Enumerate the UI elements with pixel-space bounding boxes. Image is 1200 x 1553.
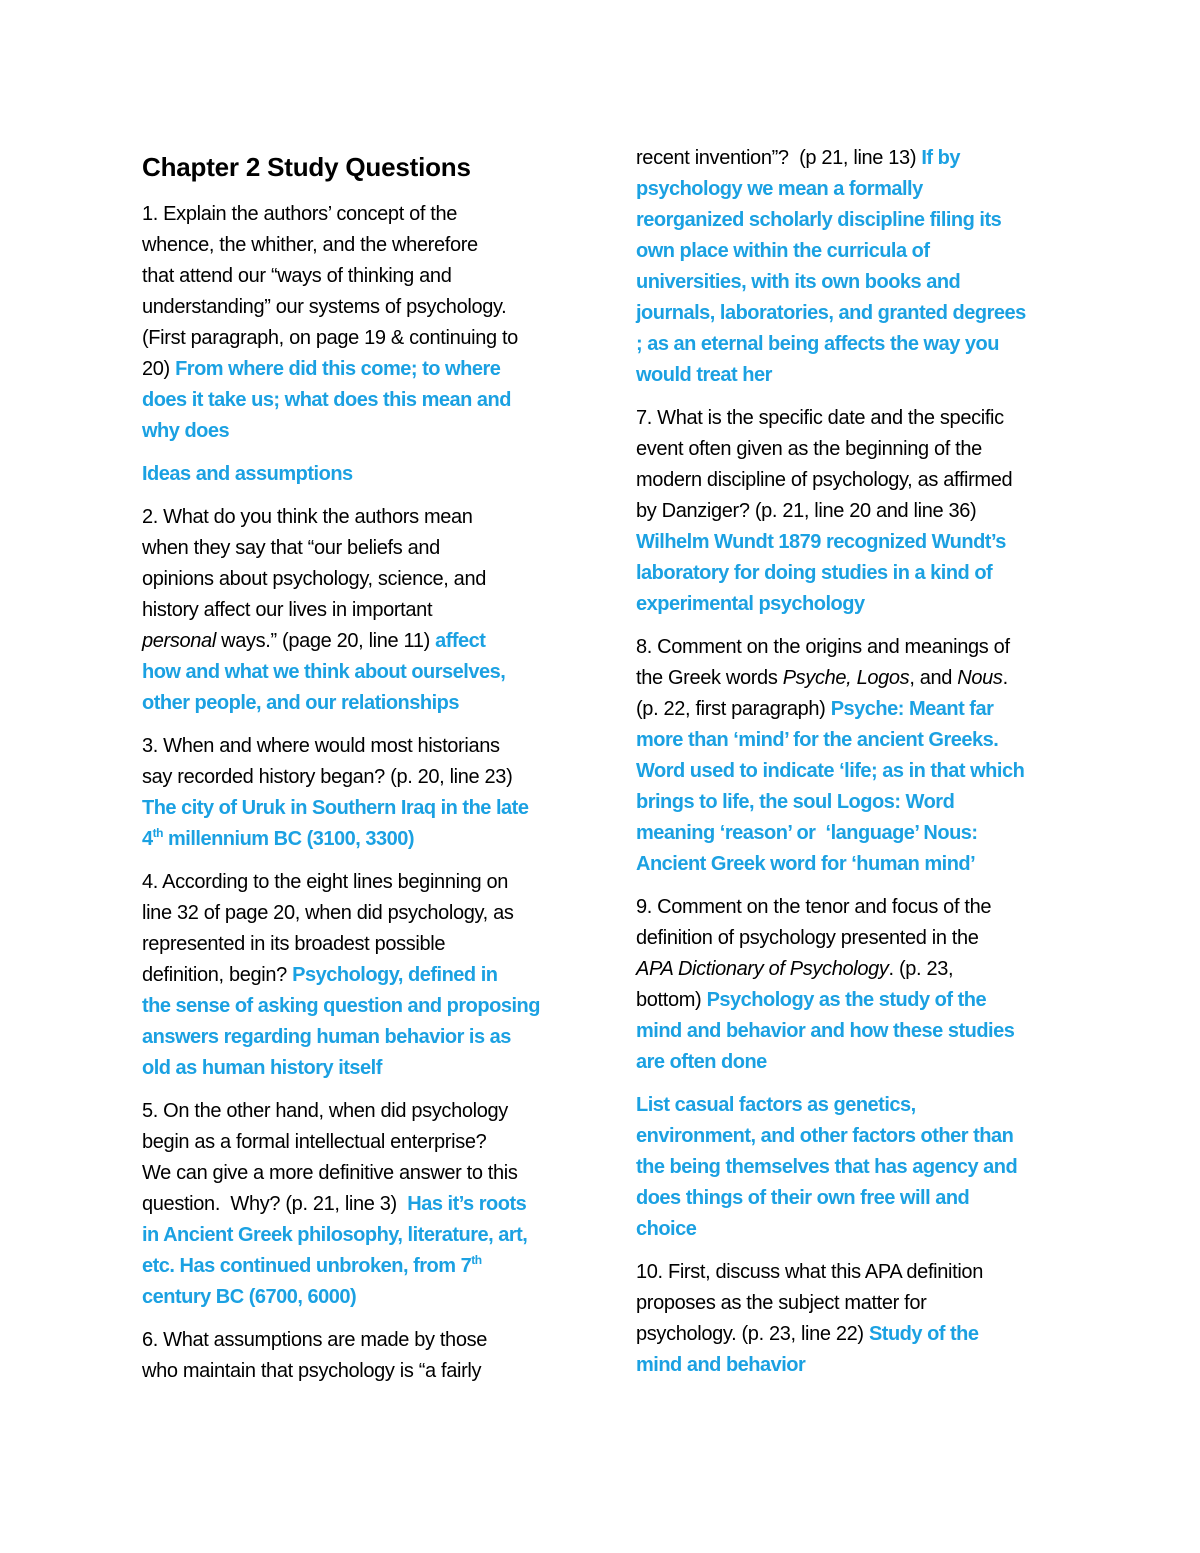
text-span: recent invention”? (p 21, line 13) [636,147,922,169]
answer-text: If by [921,147,960,169]
answer-line [636,1121,1064,1152]
text-line [142,595,570,626]
answer-text: Study of the [868,1323,979,1345]
text-line [142,564,570,595]
answer-line [142,416,570,447]
text-span: how and what we think about ourselves, [142,661,506,683]
text-line [636,465,1064,496]
answer-text: Psychology as the study of the [706,989,987,1011]
question-6-continued [636,143,1064,391]
text-line [636,496,1064,527]
answer-text: affect [435,630,486,652]
answer-line [636,756,1064,787]
text-line [636,892,1064,923]
text-span: whence, the whither, and the wherefore [142,234,478,256]
text-span: personal [142,630,216,652]
text-span: ways.” (page 20, line 11) [215,630,436,652]
text-span: the Greek words [636,667,783,689]
casual-factors-note [636,1090,1064,1245]
text-line [636,694,1064,725]
text-span: APA Dictionary of Psychology [636,958,889,980]
text-span: psychology we mean a formally [636,178,923,200]
answer-line [142,793,570,824]
text-span: environment, and other factors other than [636,1125,1014,1147]
text-span: Psyche, Logos [782,667,910,689]
text-span: in Ancient Greek philosophy, literature, art, [142,1224,528,1246]
text-span: are often done [636,1051,767,1073]
text-line [636,923,1064,954]
text-span: mind and behavior [636,1354,806,1376]
answer-line [636,329,1064,360]
answer-line [142,1022,570,1053]
text-span: would treat her [636,364,772,386]
text-line [142,898,570,929]
text-line [142,867,570,898]
text-span: . [1002,667,1008,689]
text-span: 4 [142,828,153,850]
text-span: Word used to indicate ‘life; as in that which [636,760,1025,782]
text-span: 9. Comment on the tenor and focus of the [636,896,992,918]
answer-text: From where did this come; to where [175,358,501,380]
page-title: Chapter 2 Study Questions [142,152,471,182]
text-line [142,1096,570,1127]
answer-line [636,725,1064,756]
text-span: begin as a formal intellectual enterprise? [142,1131,487,1153]
text-span: 7. What is the specific date and the specific [636,407,1004,429]
answer-line [142,385,570,416]
text-span: reorganized scholarly discipline filing its [636,209,1002,231]
question-9 [636,892,1064,1078]
text-line [636,954,1064,985]
text-span: We can give a more definitive answer to this [142,1162,518,1184]
text-span: the sense of asking question and proposing [142,995,540,1017]
text-line [142,1189,570,1220]
text-span: that attend our “ways of thinking and [142,265,452,287]
text-span: definition, begin? [142,964,293,986]
answer-line [636,849,1064,880]
text-line [142,533,570,564]
text-span: century BC (6700, 6000) [142,1286,357,1308]
text-span: history affect our lives in important [142,599,433,621]
question-5 [142,1096,570,1313]
answer-line [636,205,1064,236]
answer-line [142,991,570,1022]
text-span: event often given as the beginning of the [636,438,982,460]
answer-line [142,1220,570,1251]
text-span: th [471,1253,482,1267]
text-span: bottom) [636,989,707,1011]
text-span: 10. First, discuss what this APA definition [636,1261,983,1283]
text-line [142,230,570,261]
question-4 [142,867,570,1084]
question-10 [636,1257,1064,1381]
answer-text: Has it’s roots [407,1193,527,1215]
answer-line [636,1350,1064,1381]
text-span: answers regarding human behavior is as [142,1026,511,1048]
text-span: old as human history itself [142,1057,382,1079]
answer-line [142,688,570,719]
text-span: understanding” our systems of psychology. [142,296,507,318]
answer-text: Psychology, defined in [292,964,498,986]
text-line [142,762,570,793]
text-line [142,1356,570,1387]
text-span: th [152,826,163,840]
text-line [142,1127,570,1158]
text-line [636,1319,1064,1350]
answer-line [636,1214,1064,1245]
text-span: experimental psychology [636,593,865,615]
answer-line [636,298,1064,329]
text-span: say recorded history began? (p. 20, line 23) [142,766,513,788]
text-span: question. Why? (p. 21, line 3) [142,1193,408,1215]
text-span: 5. On the other hand, when did psychology [142,1100,508,1122]
text-span: 1. Explain the authors’ concept of the [142,203,458,225]
text-line [636,632,1064,663]
answer-line [142,1251,570,1282]
text-span: ; as an eternal being affects the way you [636,333,999,355]
text-line [142,1158,570,1189]
question-8 [636,632,1064,880]
text-span: 4. According to the eight lines beginning on [142,871,508,893]
answer-line [636,1152,1064,1183]
text-span: Ideas and assumptions [142,463,353,485]
answer-line [636,1090,1064,1121]
answer-line [636,527,1064,558]
text-span: Wilhelm Wundt 1879 recognized Wundt’s [636,531,1006,553]
text-span: Nous [957,667,1003,689]
text-span: 20) [142,358,176,380]
text-span: more than ‘mind’ for the ancient Greeks. [636,729,999,751]
answer-line [636,1016,1064,1047]
text-line [142,929,570,960]
text-span: the being themselves that has agency and [636,1156,1018,1178]
text-span: millennium BC (3100, 3300) [162,828,414,850]
question-6 [142,1325,570,1387]
text-span: , and [909,667,958,689]
answer-line [142,1282,570,1313]
text-line [142,502,570,533]
text-span: (First paragraph, on page 19 & continuing to [142,327,518,349]
text-span: own place within the curricula of [636,240,930,262]
text-span: (p. 22, first paragraph) [636,698,831,720]
text-span: definition of psychology presented in the [636,927,979,949]
section-heading-ideas [142,459,570,490]
text-span: meaning ‘reason’ or ‘language’ Nous: [636,822,978,844]
text-line [636,1257,1064,1288]
text-span: journals, laboratories, and granted degrees [636,302,1026,324]
text-span: 2. What do you think the authors mean [142,506,473,528]
question-1 [142,199,570,447]
text-span: modern discipline of psychology, as affirmed [636,469,1013,491]
text-span: The city of Uruk in Southern Iraq in the late [142,797,529,819]
answer-line [636,558,1064,589]
text-span: opinions about psychology, science, and [142,568,486,590]
text-line [142,292,570,323]
answer-text: Psyche: Meant far [830,698,994,720]
text-span: brings to life, the soul Logos: Word [636,791,955,813]
text-span: universities, with its own books and [636,271,961,293]
text-span: who maintain that psychology is “a fairly [142,1360,482,1382]
text-line [142,1325,570,1356]
text-line [142,960,570,991]
answer-line [636,236,1064,267]
text-line [636,434,1064,465]
text-line [142,731,570,762]
text-line [142,354,570,385]
answer-line [636,1047,1064,1078]
text-line [142,323,570,354]
text-span: line 32 of page 20, when did psychology, as [142,902,514,924]
text-span: laboratory for doing studies in a kind of [636,562,993,584]
answer-line [636,360,1064,391]
text-span: when they say that “our beliefs and [142,537,440,559]
text-line [142,199,570,230]
answer-line [142,657,570,688]
text-span: represented in its broadest possible [142,933,446,955]
text-span: does things of their own free will and [636,1187,970,1209]
text-span: 3. When and where would most historians [142,735,500,757]
text-span: etc. Has continued unbroken, from 7 [142,1255,472,1277]
text-line [142,626,570,657]
answer-line [636,787,1064,818]
text-span: proposes as the subject matter for [636,1292,927,1314]
text-span: 8. Comment on the origins and meanings of [636,636,1010,658]
text-line [636,403,1064,434]
text-span: mind and behavior and how these studies [636,1020,1015,1042]
answer-line [636,174,1064,205]
text-line [636,143,1064,174]
text-span: other people, and our relationships [142,692,459,714]
text-span: 6. What assumptions are made by those [142,1329,488,1351]
answer-line [142,824,570,855]
text-line [636,663,1064,694]
left-column [142,150,570,1387]
right-column [636,143,1064,1381]
answer-line [636,1183,1064,1214]
text-line [142,261,570,292]
answer-line [636,589,1064,620]
text-span: does it take us; what does this mean and [142,389,511,411]
text-line [636,985,1064,1016]
text-span: List casual factors as genetics, [636,1094,916,1116]
question-2 [142,502,570,719]
text-span: . (p. 23, [888,958,954,980]
question-3 [142,731,570,855]
text-span: why does [142,420,230,442]
answer-line [636,267,1064,298]
answer-line [636,818,1064,849]
text-span: choice [636,1218,697,1240]
text-line [636,1288,1064,1319]
text-span: Ancient Greek word for ‘human mind’ [636,853,976,875]
question-7 [636,403,1064,620]
text-span: psychology. (p. 23, line 22) [636,1323,869,1345]
answer-line [142,1053,570,1084]
text-span: by Danziger? (p. 21, line 20 and line 36) [636,500,977,522]
